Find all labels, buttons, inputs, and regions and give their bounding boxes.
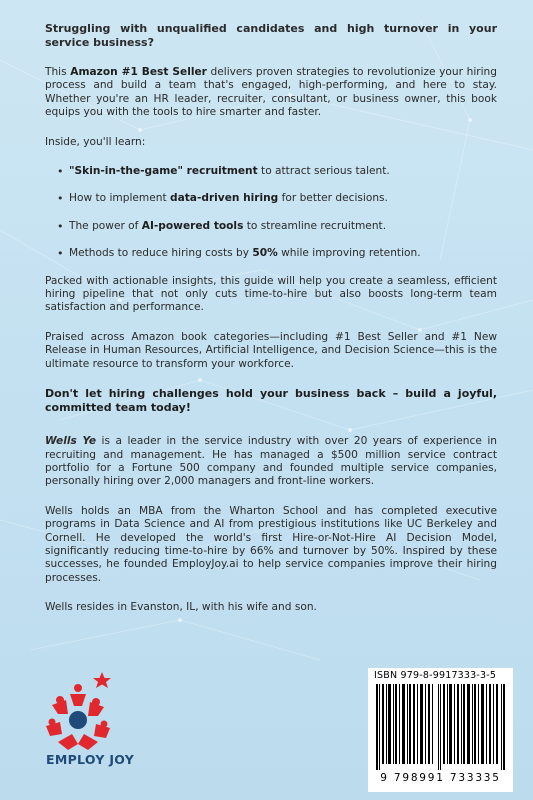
author-bio: Wells Ye is a leader in the service industry with over 20 years of experience in recruiting and management. He has managed a $500 million service contract portfolio for a Fortune 500 company and founded multiple service companies, personally hiring over 2,000 managers and front-line workers. — [45, 435, 497, 488]
packed-paragraph: Packed with actionable insights, this guide will help you create a seamless, efficient hiring pipeline that not only cuts time-to-hire but also boosts long-term team satisfaction and performance. — [45, 274, 497, 314]
list-item: • The power of AI-powered tools to streamline recruitment. — [45, 220, 497, 233]
list-item: • Methods to reduce hiring costs by 50% while improving retention. — [45, 247, 497, 260]
list-item: • How to implement data-driven hiring for better decisions. — [45, 192, 497, 205]
learn-list — [45, 165, 497, 261]
barcode-icon — [376, 684, 506, 770]
intro-paragraph: This Amazon #1 Best Seller delivers proven strategies to revolutionize your hiring process and build a team that's engaged, high-performing, and here to stay. Whether you're an HR leader, recruiter, consultant, or business owner, this book equips you with the tools to hire smarter and faster. — [45, 66, 497, 119]
logo-text: EMPLOY JOY — [46, 752, 135, 767]
praised-paragraph: Praised across Amazon book categories—including #1 Best Seller and #1 New Release in Human Resources, Artificial Intelligence, and Decision Science—this is the ultimate resource to transform your workforce. — [45, 330, 497, 370]
author-name: Wells Ye — [45, 435, 97, 448]
author-residence: Wells resides in Evanston, IL, with his wife and son. — [45, 601, 317, 614]
bestseller-highlight: Amazon #1 Best Seller — [70, 66, 207, 78]
isbn-barcode-box — [368, 668, 513, 792]
back-cover-text — [45, 22, 497, 631]
list-item: • "Skin-in-the-game" recruitment to attract serious talent. — [45, 165, 497, 178]
call-to-action: Don't let hiring challenges hold your business back – build a joyful, committed team today! — [45, 387, 497, 415]
isbn-label: ISBN 979-8-9917333-3-5 — [374, 670, 497, 681]
hook-heading: Struggling with unqualified candidates and high turnover in your service business? — [45, 22, 497, 49]
author-credentials: Wells holds an MBA from the Wharton School and has completed executive programs in Data Science and AI from prestigious institutions like UC Berkeley and Cornell. He developed the world's first Hire-or-Not-Hire AI Decision Model, significantly reducing time-to-hire by 66% and turnover by 50%. Inspired by these successes, he founded EmployJoy.ai to help service companies improve their hiring processes. — [45, 504, 497, 584]
barcode-number: 9 798991 733335 — [380, 772, 501, 784]
inside-label: Inside, you'll learn: — [45, 135, 146, 148]
